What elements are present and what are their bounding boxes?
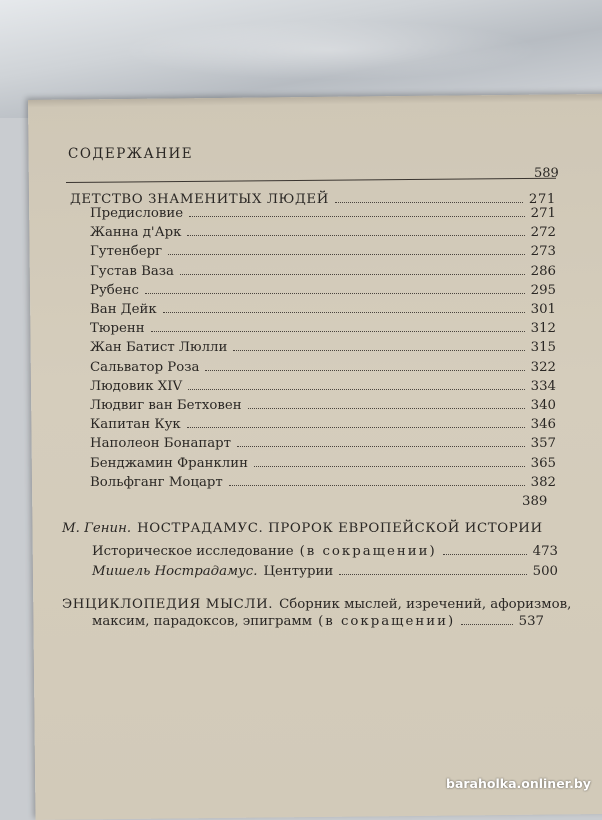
- page-number: 589: [534, 166, 559, 181]
- toc-section-title: [70, 192, 556, 207]
- dot-leader: [254, 466, 525, 467]
- toc-entry: [92, 564, 558, 579]
- entry-title: максим, парадоксов, эпиграмм: [92, 614, 313, 629]
- entry-title: Историческое исследование: [92, 544, 294, 559]
- entry-title: Тюренн: [90, 321, 145, 337]
- dot-leader: [205, 370, 524, 371]
- entry-page: 334: [530, 378, 556, 394]
- running-head: СОДЕРЖАНИЕ: [68, 146, 194, 162]
- entry-page: 315: [530, 340, 556, 356]
- dot-leader: [237, 446, 525, 447]
- toc-entry: [90, 321, 556, 336]
- toc-entry: [90, 379, 556, 394]
- entry-title: Вольфганг Моцарт: [90, 474, 223, 490]
- entry-title: Ван Дейк: [90, 302, 157, 317]
- entry-page: 286: [530, 263, 556, 279]
- toc-entry: [90, 398, 556, 413]
- dot-leader: [145, 293, 525, 294]
- section2-heading: [62, 521, 562, 536]
- entry-title: Сальватор Роза: [90, 359, 200, 375]
- entry-title: Людовик XIV: [90, 378, 183, 394]
- dot-leader: [187, 235, 524, 236]
- entry-page: 301: [530, 302, 556, 317]
- section-title: ДЕТСТВО ЗНАМЕНИТЫХ ЛЮДЕЙ: [70, 192, 329, 207]
- toc-entry: [90, 340, 556, 355]
- dot-leader: [248, 408, 525, 409]
- last-page-number: [522, 494, 547, 509]
- entry-title: Капитан Кук: [90, 417, 181, 433]
- toc-entry: [90, 302, 556, 317]
- dot-leader: [187, 427, 525, 428]
- toc-entry: [90, 417, 556, 432]
- dot-leader: [151, 331, 525, 332]
- dot-leader: [443, 554, 527, 555]
- toc-entry: [92, 614, 544, 629]
- entry-title: Густав Ваза: [90, 263, 174, 279]
- section3-heading: [62, 597, 572, 612]
- entry-title: Рубенс: [90, 282, 139, 298]
- entry-page: 537: [518, 614, 544, 629]
- entry-title: Жанна д'Арк: [90, 225, 182, 241]
- toc-entry: [90, 436, 556, 451]
- entry-page: 312: [530, 321, 556, 337]
- entry-note: (в сокращении): [299, 544, 437, 559]
- dot-leader: [188, 389, 525, 390]
- toc-entry: [90, 283, 556, 298]
- entry-page: 365: [530, 455, 556, 471]
- toc-entry: [90, 360, 556, 375]
- toc-entry: [90, 264, 556, 279]
- toc-entry: [90, 225, 556, 240]
- toc-entry: [92, 544, 558, 559]
- entry-page: 500: [532, 564, 558, 579]
- dot-leader: [189, 216, 524, 217]
- dot-leader: [163, 312, 525, 313]
- section-title: ЭНЦИКЛОПЕДИЯ МЫСЛИ.: [62, 597, 274, 612]
- toc-entry: [90, 244, 556, 259]
- dot-leader: [233, 350, 524, 351]
- header-rule: [66, 178, 556, 184]
- section-title: НОСТРАДАМУС. ПРОРОК ЕВРОПЕЙСКОЙ ИСТОРИИ: [137, 521, 543, 536]
- entry-page: 273: [530, 244, 556, 260]
- entry-title: Бенджамин Франклин: [90, 455, 248, 471]
- toc-entry: [90, 206, 556, 221]
- section-subtitle: Сборник мыслей, изречений, афоризмов,: [279, 597, 572, 612]
- dot-leader: [339, 574, 526, 575]
- entry-page: 382: [530, 474, 556, 490]
- entry-title: Предисловие: [90, 206, 184, 221]
- watermark: baraholka.onliner.by: [446, 776, 591, 791]
- entry-page: 322: [530, 359, 556, 375]
- dot-leader: [461, 624, 512, 625]
- entry-note: (в сокращении): [318, 614, 456, 629]
- entry-page: 295: [530, 282, 556, 298]
- dot-leader: [168, 254, 525, 255]
- entry-page: 271: [530, 206, 556, 221]
- section-page: 271: [528, 192, 556, 207]
- entry-title: Гутенберг: [90, 244, 163, 260]
- entry-page: 473: [532, 544, 558, 559]
- dot-leader: [180, 274, 525, 275]
- section-author: М. Генин.: [62, 521, 132, 536]
- entry-page: 346: [530, 417, 556, 433]
- entry-page: 357: [530, 436, 556, 452]
- toc-entry: [90, 456, 556, 471]
- entry-page: 340: [530, 398, 556, 413]
- entry-title: Жан Батист Люлли: [90, 340, 228, 356]
- entry-title: Центурии: [263, 564, 334, 579]
- dot-leader: [335, 202, 523, 203]
- entry-author: Мишель Нострадамус.: [92, 564, 258, 579]
- entry-title: Людвиг ван Бетховен: [90, 398, 242, 413]
- toc-entry: [90, 475, 556, 490]
- entry-title: Наполеон Бонапарт: [90, 436, 232, 452]
- entry-page: 272: [530, 225, 556, 241]
- dot-leader: [229, 485, 525, 486]
- entry-page: 389: [522, 494, 548, 509]
